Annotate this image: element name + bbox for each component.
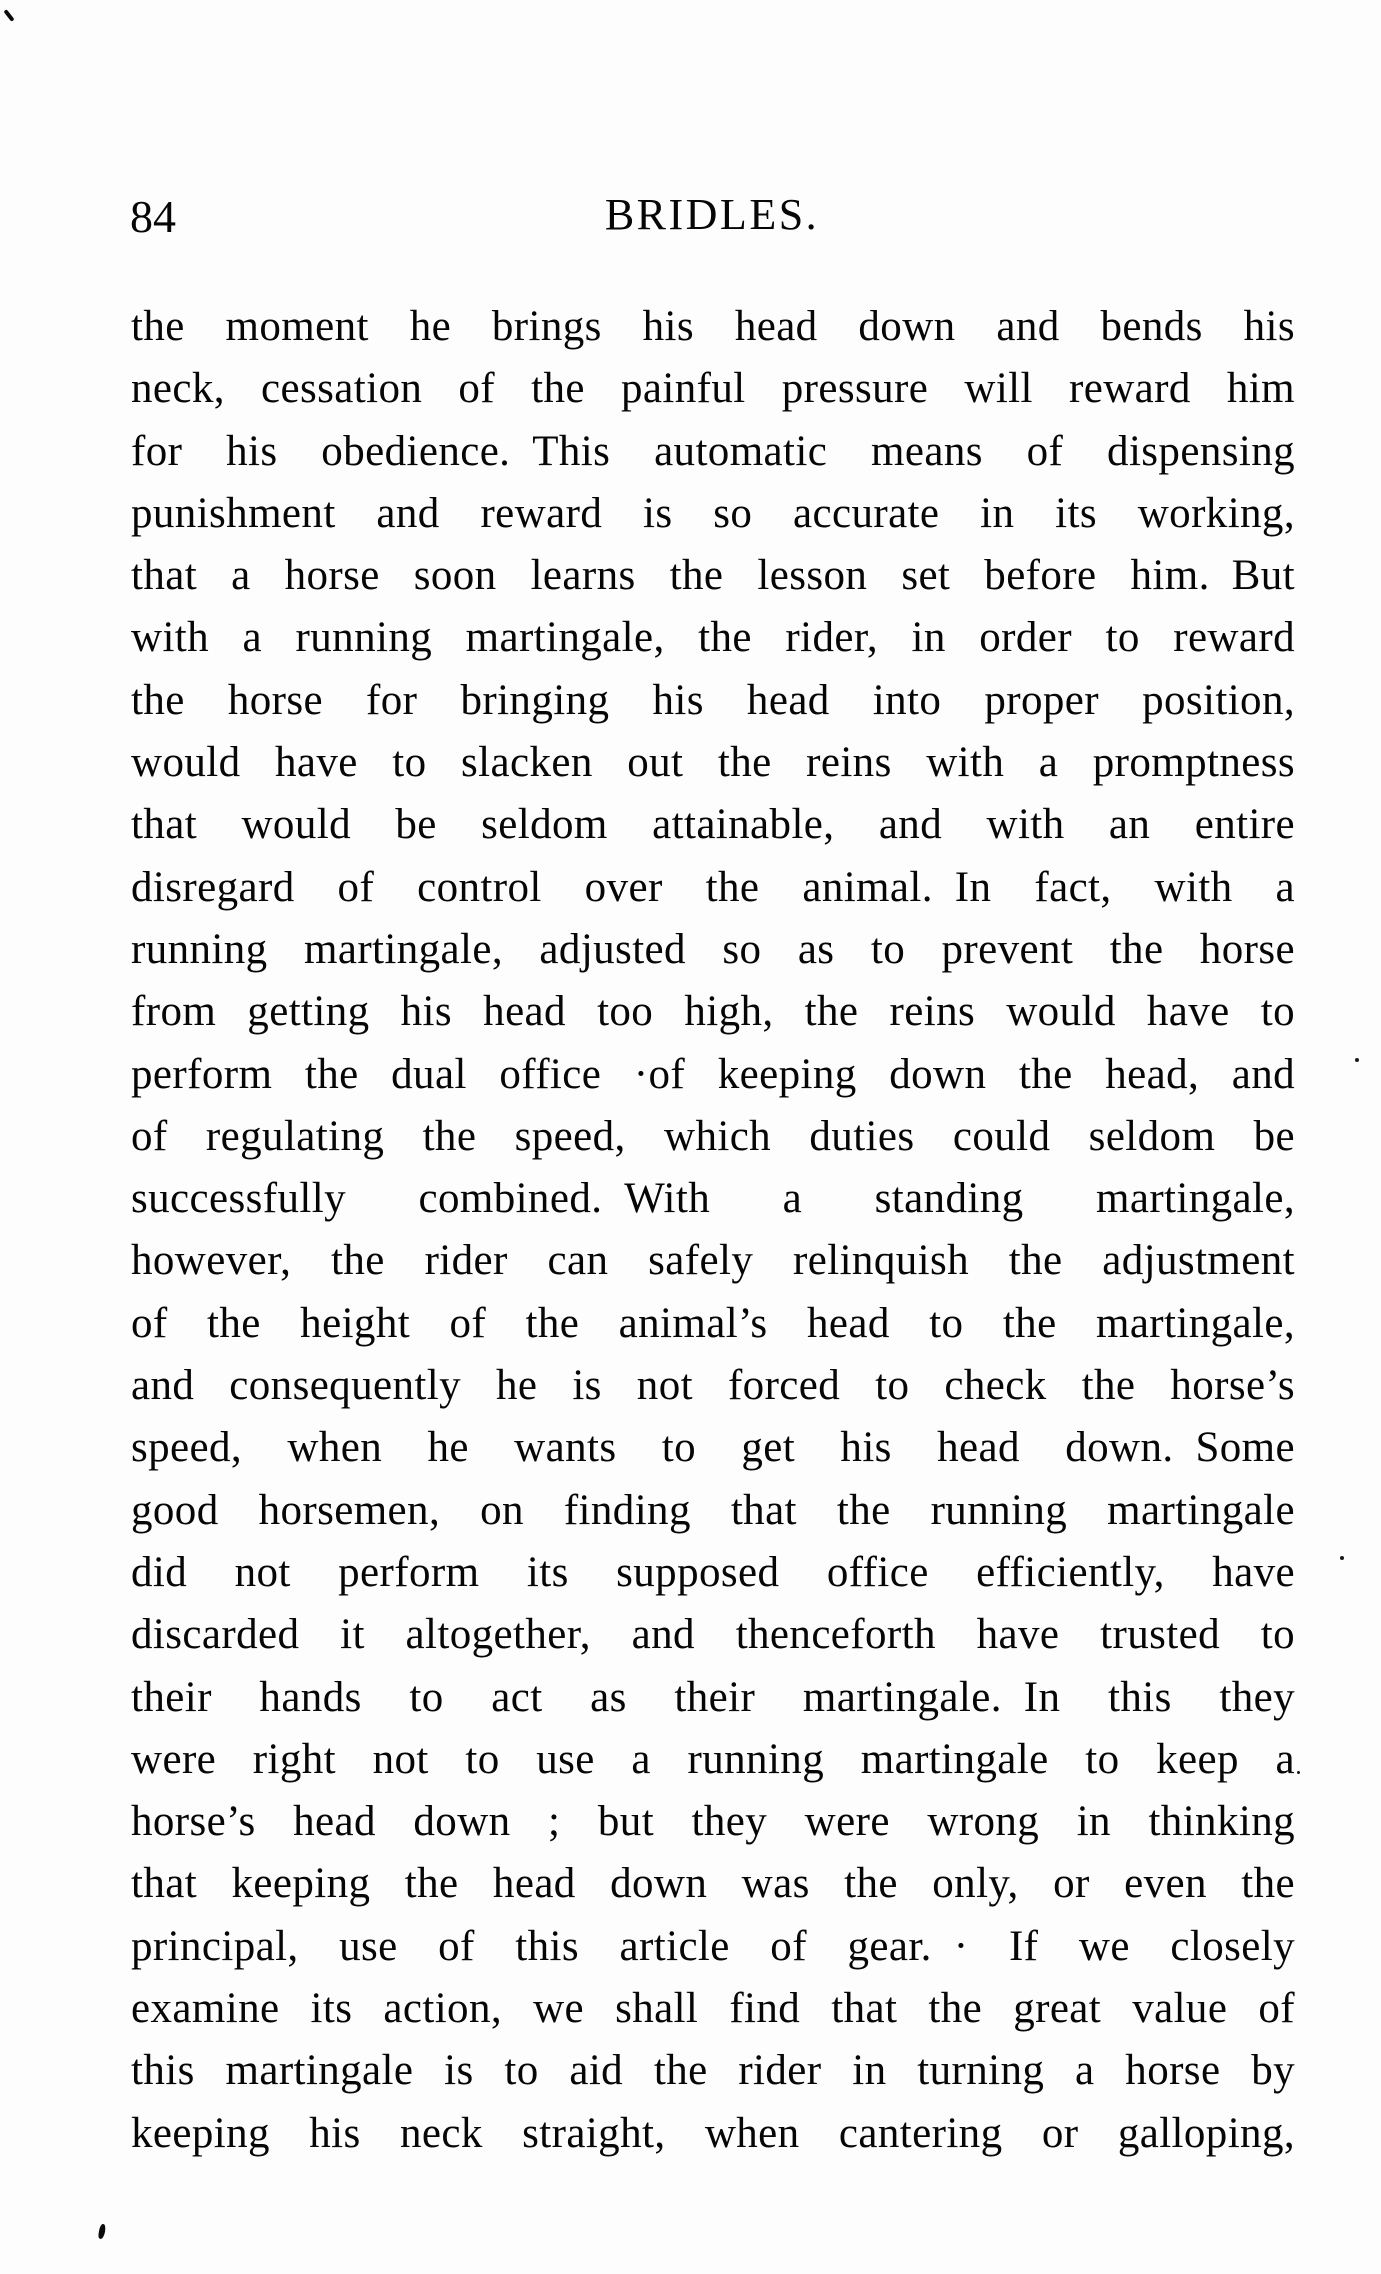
text-line: this martingale is to aid the rider in turning a horse by [131, 2047, 1295, 2095]
text-line: principal, use of this article of gear. · If we closely [131, 1922, 1295, 1970]
text-line: their hands to act as their martingale. In this they [131, 1673, 1295, 1721]
text-line: the horse for bringing his head into proper position, [131, 676, 1295, 724]
scan-speck [1355, 1058, 1359, 1062]
text-line: for his obedience. This automatic means of dispensing [131, 427, 1295, 475]
scan-speck [1297, 1771, 1300, 1774]
text-line: speed, when he wants to get his head down. Some [131, 1424, 1295, 1472]
text-line: keeping his neck straight, when cantering or galloping, [131, 2109, 1295, 2157]
page-number: 84 [130, 191, 176, 242]
text-line: with a running martingale, the rider, in order to reward [131, 614, 1295, 662]
text-line: discarded it altogether, and thenceforth have trusted to [131, 1611, 1295, 1659]
text-line: perform the dual office ·of keeping down the head, and [131, 1050, 1295, 1098]
text-line: examine its action, we shall find that the great value of [131, 1985, 1295, 2033]
text-line: that keeping the head down was the only, or even the [131, 1860, 1295, 1908]
scan-speck [1340, 1556, 1344, 1560]
text-line: did not perform its supposed office efficiently, have [131, 1548, 1295, 1596]
page-header [130, 184, 1294, 248]
scan-mark [98, 2224, 107, 2240]
body-text [131, 296, 1295, 2165]
text-line: neck, cessation of the painful pressure will reward him [131, 365, 1295, 413]
running-header-title: BRIDLES. [604, 190, 820, 239]
text-line: from getting his head too high, the reins would have to [131, 988, 1295, 1036]
text-line: successfully combined. With a standing martingale, [131, 1175, 1295, 1223]
text-line: and consequently he is not forced to check the horse’s [131, 1362, 1295, 1410]
text-line: that would be seldom attainable, and with an entire [131, 801, 1295, 849]
text-line: would have to slacken out the reins with a promptness [131, 739, 1295, 787]
text-line: of the height of the animal’s head to the martingale, [131, 1299, 1295, 1347]
text-line: the moment he brings his head down and bends his [131, 303, 1295, 350]
text-line: disregard of control over the animal. In fact, with a [131, 863, 1295, 911]
text-line: of regulating the speed, which duties could seldom be [131, 1112, 1295, 1160]
text-line: good horsemen, on finding that the running martingale [131, 1486, 1295, 1534]
text-line: horse’s head down ; but they were wrong in thinking [131, 1798, 1295, 1846]
text-line: that a horse soon learns the lesson set before him. But [131, 552, 1295, 600]
text-line: however, the rider can safely relinquish the adjustment [131, 1237, 1295, 1285]
text-line: punishment and reward is so accurate in its working, [131, 489, 1295, 537]
text-line: running martingale, adjusted so as to prevent the horse [131, 925, 1295, 973]
scan-mark [3, 9, 14, 22]
text-line: were right not to use a running martingale to keep a [131, 1735, 1295, 1783]
